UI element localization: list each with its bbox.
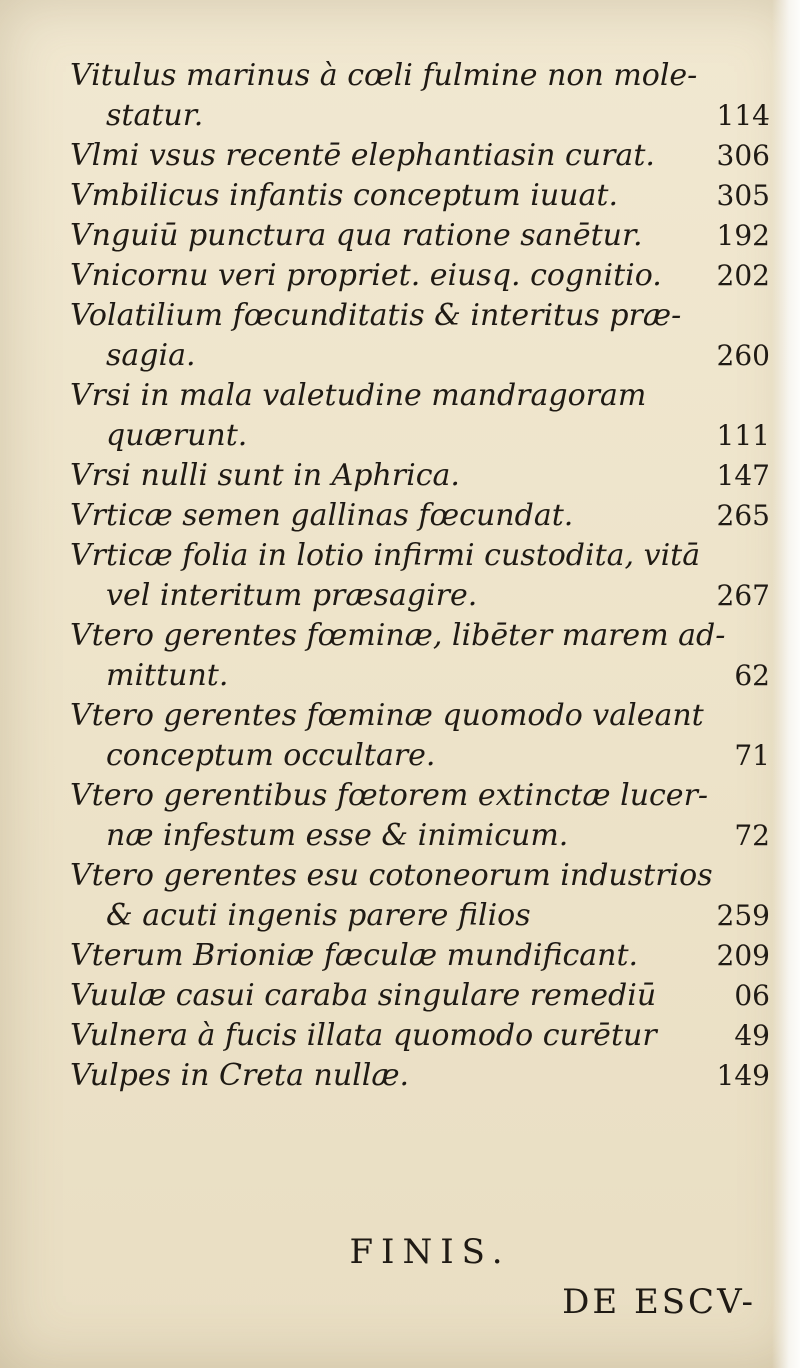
index-entry: [70, 56, 770, 136]
entry-continuation-line: [70, 576, 770, 616]
index-entry: [70, 616, 770, 696]
entry-text: mittunt.: [106, 658, 229, 693]
index-entry: [70, 856, 770, 936]
page-number: 259: [716, 899, 770, 932]
entry-text: næ infestum esse & inimicum.: [106, 818, 569, 853]
entry-line: [70, 856, 770, 896]
index-entry: [70, 216, 770, 256]
entry-text: sagia.: [106, 338, 196, 373]
entry-line: [70, 936, 770, 976]
index-entry: [70, 496, 770, 536]
page-number: 305: [716, 179, 770, 212]
page-number: 111: [716, 419, 770, 452]
catchword: DE ESCV-: [562, 1282, 756, 1322]
entry-text: vel interitum præsagire.: [106, 578, 478, 613]
entry-text: Vtero gerentibus fœtorem extinctæ lucer-: [70, 778, 709, 813]
entry-line: [70, 696, 770, 736]
entry-text: Volatilium fœcunditatis & interitus præ-: [70, 298, 682, 333]
entry-line: [70, 176, 770, 216]
entry-text: Vlmi vsus recentē elephantiasin curat.: [70, 138, 655, 173]
entry-text: Vtero gerentes esu cotoneorum industrios: [70, 858, 713, 893]
entry-continuation-line: [70, 736, 770, 776]
finis-heading: FINIS.: [349, 1232, 511, 1272]
index-entry: [70, 936, 770, 976]
index-entry: [70, 176, 770, 216]
entry-text: Vrsi in mala valetudine mandragoram: [70, 378, 647, 413]
entry-text: Vrticæ folia in lotio infirmi custodita, vitā: [70, 538, 701, 573]
entry-line: [70, 216, 770, 256]
entry-line: [70, 616, 770, 656]
index-entry: [70, 776, 770, 856]
page-number: 06: [734, 979, 770, 1012]
entry-line: [70, 296, 770, 336]
entry-line: [70, 1056, 770, 1096]
entry-line: [70, 536, 770, 576]
entry-continuation-line: [70, 336, 770, 376]
page-number: 71: [734, 739, 770, 772]
index-entry: [70, 536, 770, 616]
entry-line: [70, 776, 770, 816]
page-number: 72: [734, 819, 770, 852]
entry-continuation-line: [70, 816, 770, 856]
index-entry: [70, 976, 770, 1016]
entry-text: Vterum Brioniæ fæculæ mundificant.: [70, 938, 639, 973]
entry-text: Vnguiū punctura qua ratione sanētur.: [70, 218, 643, 253]
entry-text: statur.: [106, 98, 204, 133]
page-number: 149: [716, 1059, 770, 1092]
entry-text: Vulnera à fucis illata quomodo curētur: [70, 1018, 657, 1053]
page-number: 265: [716, 499, 770, 532]
page-number: 192: [716, 219, 770, 252]
page-number: 114: [716, 99, 770, 132]
entry-line: [70, 496, 770, 536]
page-number: 260: [716, 339, 770, 372]
entry-text: Vitulus marinus à cœli fulmine non mole-: [70, 58, 698, 93]
entry-continuation-line: [70, 96, 770, 136]
entry-line: [70, 256, 770, 296]
page-number: 306: [716, 139, 770, 172]
entry-text: Vulpes in Creta nullæ.: [70, 1058, 410, 1093]
index-entry: [70, 1016, 770, 1056]
index-entries: [70, 56, 770, 1096]
entry-text: Vnicornu veri propriet. eiusq. cognitio.: [70, 258, 662, 293]
entry-text: Vtero gerentes fœminæ, libēter marem ad-: [70, 618, 726, 653]
entry-text: Vmbilicus infantis conceptum iuuat.: [70, 178, 618, 213]
page-number: 209: [716, 939, 770, 972]
entry-text: quærunt.: [106, 418, 248, 453]
entry-line: [70, 56, 770, 96]
page-number: 62: [734, 659, 770, 692]
entry-text: Vtero gerentes fœminæ quomodo valeant: [70, 698, 704, 733]
entry-text: & acuti ingenis parere filios: [106, 898, 531, 933]
entry-text: conceptum occultare.: [106, 738, 436, 773]
page-number: 202: [716, 259, 770, 292]
entry-text: Vrticæ semen gallinas fœcundat.: [70, 498, 574, 533]
page-number: 147: [716, 459, 770, 492]
entry-continuation-line: [70, 896, 770, 936]
entry-line: [70, 976, 770, 1016]
index-entry: [70, 456, 770, 496]
page-number: 49: [734, 1019, 770, 1052]
index-entry: [70, 296, 770, 376]
entry-text: Vuulæ casui caraba singulare remediū: [70, 978, 657, 1013]
index-entry: [70, 1056, 770, 1096]
index-entry: [70, 696, 770, 776]
entry-continuation-line: [70, 416, 770, 456]
entry-line: [70, 1016, 770, 1056]
entry-line: [70, 136, 770, 176]
entry-continuation-line: [70, 656, 770, 696]
index-entry: [70, 376, 770, 456]
index-entry: [70, 256, 770, 296]
entry-text: Vrsi nulli sunt in Aphrica.: [70, 458, 460, 493]
index-entry: [70, 136, 770, 176]
entry-line: [70, 456, 770, 496]
page-number: 267: [716, 579, 770, 612]
entry-line: [70, 376, 770, 416]
